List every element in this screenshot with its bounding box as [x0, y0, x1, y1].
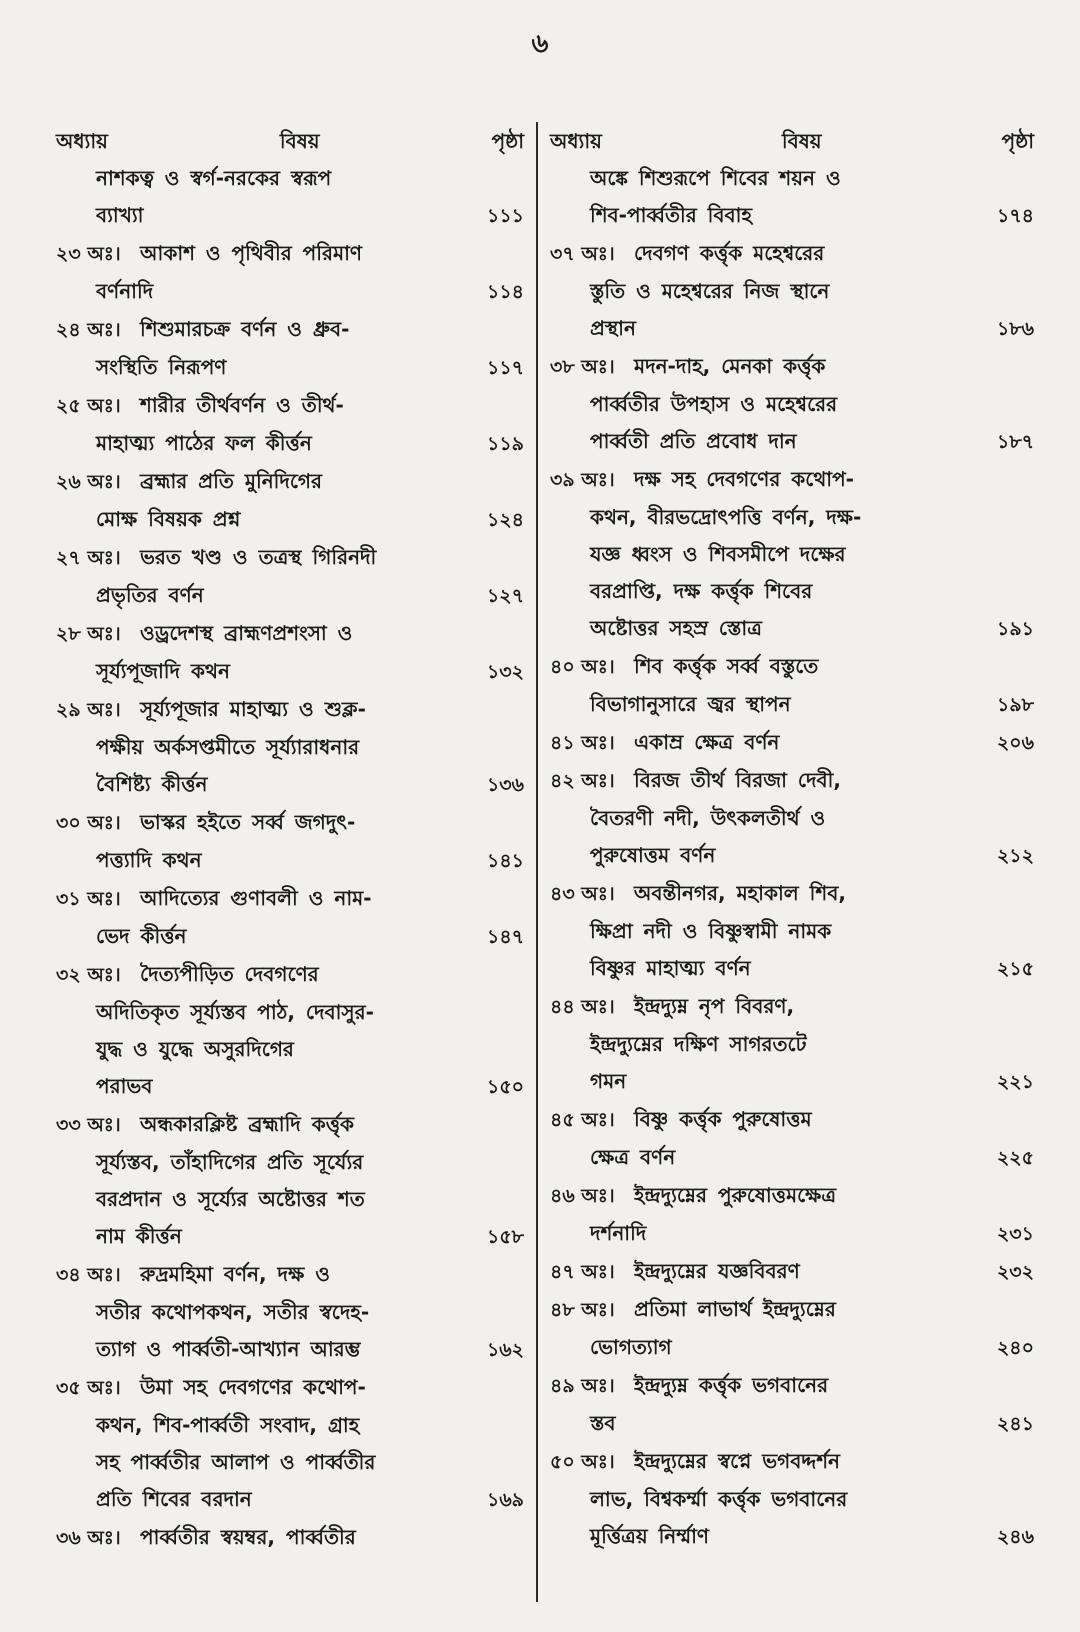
toc-line	[550, 423, 1034, 461]
chapter-number: ৩১ অঃ।	[56, 888, 121, 910]
toc-line	[550, 1291, 1034, 1329]
toc-line	[56, 918, 524, 956]
toc-line	[56, 1407, 524, 1444]
toc-entry	[56, 1519, 524, 1557]
toc-line	[56, 1031, 524, 1068]
toc-line	[56, 1481, 524, 1519]
toc-line	[550, 1518, 1034, 1556]
entry-text: বিষ্ণু কর্ত্তৃক পুরুষোত্তম	[634, 1107, 812, 1131]
entry-text: পক্ষীয় অর্কসপ্তমীতে সূর্য্যারাধনার	[96, 735, 360, 759]
chapter-number: ৩৮ অঃ।	[550, 356, 615, 378]
page-ref: ১৭৪	[996, 205, 1034, 227]
entry-text: প্রস্থান	[590, 316, 636, 340]
toc-line	[550, 160, 1034, 197]
toc-header	[550, 122, 1034, 160]
toc-line	[550, 348, 1034, 386]
entry-text: লাভ, বিশ্বকর্ম্মা কর্ত্তৃক ভগবানের	[590, 1487, 848, 1511]
chapter-number: ২৯ অঃ।	[56, 699, 121, 721]
toc-line	[550, 762, 1034, 800]
toc-entry	[550, 160, 1034, 235]
toc-line	[550, 610, 1034, 648]
toc-line	[550, 800, 1034, 837]
chapter-number: ৩৪ অঃ।	[56, 1264, 121, 1286]
entry-text: বিরজ তীর্থ বিরজা দেবী,	[634, 768, 841, 792]
entry-text: দেবগণ কর্ত্তৃক মহেশ্বরের	[634, 241, 825, 265]
page-ref: ১৩৬	[486, 774, 524, 796]
page-ref: ১৯৮	[997, 694, 1034, 716]
entry-text: পার্ব্বতীর উপহাস ও মহেশ্বরের	[590, 392, 838, 416]
entry-text: ভাস্কর হইতে সর্ব্ব জগদুৎ-	[140, 810, 356, 834]
toc-line	[550, 837, 1034, 875]
entry-text: পরাভব	[96, 1074, 153, 1098]
toc-line	[56, 842, 524, 880]
toc-entry	[56, 1369, 524, 1519]
toc-entry	[56, 1106, 524, 1256]
toc-line	[550, 913, 1034, 950]
page-ref: ১২৪	[486, 509, 524, 531]
toc-entry	[550, 1443, 1034, 1556]
entry-text: ভোগত্যাগ	[590, 1335, 672, 1359]
page-ref: ১৫০	[486, 1076, 524, 1098]
entry-text: ব্যাখ্যা	[96, 203, 144, 227]
entry-text: যজ্ঞ ধ্বংস ও শিবসমীপে দক্ষের	[590, 542, 846, 566]
page-ref: ১৯১	[997, 618, 1034, 640]
toc-line	[550, 1481, 1034, 1518]
toc-line	[56, 1068, 524, 1106]
toc-entry	[56, 1256, 524, 1369]
header-subject: বিষয়	[279, 129, 320, 153]
entry-text: মোক্ষ বিষয়ক প্রশ্ন	[96, 507, 241, 531]
chapter-number: ৩০ অঃ।	[56, 812, 121, 834]
toc-line	[56, 1144, 524, 1181]
toc-line	[56, 197, 524, 235]
entry-text: মাহাত্ম্য পাঠের ফল কীর্ত্তন	[96, 431, 312, 455]
toc-line	[56, 804, 524, 842]
toc-line	[550, 1405, 1034, 1443]
entry-text: ভেদ কীর্ত্তন	[96, 924, 187, 948]
toc-line	[56, 1294, 524, 1331]
toc-header	[56, 122, 524, 160]
toc-line	[550, 1177, 1034, 1215]
entry-text: কথন, শিব-পার্ব্বতী সংবাদ, গ্রাহ	[96, 1413, 360, 1437]
toc-entry	[56, 160, 524, 235]
page-ref: ১৩২	[486, 661, 524, 683]
toc-line	[56, 1106, 524, 1144]
chapter-number: ৪৭ অঃ।	[550, 1261, 615, 1283]
toc-line	[550, 648, 1034, 686]
header-page: পৃষ্ঠা	[491, 129, 524, 153]
page-ref: ১৪১	[487, 850, 524, 872]
toc-line	[56, 1369, 524, 1407]
page-ref: ২২১	[996, 1071, 1034, 1093]
entry-text: ক্ষিপ্রা নদী ও বিষ্ণুস্বামী নামক	[590, 919, 832, 943]
entry-text: দক্ষ সহ দেবগণের কথোপ-	[634, 467, 854, 491]
entry-text: অঙ্কে শিশুরূপে শিবের শয়ন ও	[590, 166, 841, 190]
entry-text: আকাশ ও পৃথিবীর পরিমাণ	[140, 241, 362, 265]
page-ref: ২৪০	[996, 1337, 1034, 1359]
page-ref: ১৬৯	[486, 1489, 524, 1511]
chapter-number: ২৩ অঃ।	[56, 243, 121, 265]
toc-line	[550, 573, 1034, 610]
page-ref: ১২৭	[486, 585, 524, 607]
entry-text: স্তুতি ও মহেশ্বরের নিজ স্থানে	[590, 279, 830, 303]
toc-line	[56, 1218, 524, 1256]
toc-line	[56, 615, 524, 653]
chapter-number: ৪৯ অঃ।	[550, 1375, 615, 1397]
entry-text: ইন্দ্রদ্যুম্ন কর্ত্তৃক ভগবানের	[634, 1373, 829, 1397]
toc-line	[550, 1329, 1034, 1367]
page-ref: ১৪৭	[486, 926, 524, 948]
toc-entry	[56, 463, 524, 539]
entry-text: পার্ব্বতীর স্বয়ম্বর, পার্ব্বতীর	[140, 1525, 356, 1549]
entry-text: দর্শনাদি	[590, 1221, 647, 1245]
toc-line	[56, 577, 524, 615]
toc-line	[56, 273, 524, 311]
chapter-number: ৩২ অঃ।	[56, 964, 121, 986]
toc-line	[56, 425, 524, 463]
chapter-number: ৪৪ অঃ।	[550, 996, 615, 1018]
toc-entry	[550, 461, 1034, 648]
toc-line	[56, 1256, 524, 1294]
entry-text: বরপ্রাপ্তি, দক্ষ কর্ত্তৃক শিবের	[590, 579, 813, 603]
entry-text: ভরত খণ্ড ও তত্রস্থ গিরিনদী	[140, 545, 377, 569]
toc-line	[550, 1026, 1034, 1063]
page-ref: ২১৫	[996, 958, 1034, 980]
toc-line	[56, 766, 524, 804]
toc-line	[56, 235, 524, 273]
page-ref: ১১৪	[487, 281, 524, 303]
toc-line	[550, 499, 1034, 536]
entry-text: শিব-পার্ব্বতীর বিবাহ	[590, 203, 752, 227]
entry-text: ইন্দ্রদ্যুম্নের পুরুষোত্তমক্ষেত্র	[634, 1183, 837, 1207]
entry-text: পার্ব্বতী প্রতি প্রবোধ দান	[590, 429, 797, 453]
chapter-number: ৩৯ অঃ।	[550, 469, 615, 491]
toc-line	[56, 1181, 524, 1218]
entry-text: অন্ধকারক্লিষ্ট ব্রহ্মাদি কর্ত্তৃক	[140, 1112, 355, 1136]
toc-line	[550, 686, 1034, 724]
page-ref: ২৩২	[996, 1261, 1034, 1283]
toc-entry	[56, 880, 524, 956]
entry-text: পুরুষোত্তম বর্ণন	[590, 843, 716, 867]
entry-text: শিশুমারচক্র বর্ণন ও ধ্রুব-	[140, 317, 350, 341]
toc-line	[56, 387, 524, 425]
toc-line	[550, 461, 1034, 499]
header-chapter: অধ্যায়	[550, 129, 602, 153]
header-chapter: অধ্যায়	[56, 129, 108, 153]
entry-text: প্রতি শিবের বরদান	[96, 1487, 252, 1511]
toc-line	[56, 1519, 524, 1557]
chapter-number: ৩৭ অঃ।	[550, 243, 615, 265]
toc-line	[550, 1443, 1034, 1481]
entry-text: অষ্টোত্তর সহস্র স্তোত্র	[590, 616, 762, 640]
entry-text: মদন-দাহ, মেনকা কর্ত্তৃক	[634, 354, 826, 378]
chapter-number: ৪২ অঃ।	[550, 770, 615, 792]
chapter-number: ৫০ অঃ।	[550, 1451, 615, 1473]
chapter-number: ৪১ অঃ।	[550, 732, 615, 754]
toc-line	[550, 1063, 1034, 1101]
toc-entry	[56, 804, 524, 880]
chapter-number: ৪৬ অঃ।	[550, 1185, 615, 1207]
entry-text: অদিতিকৃত সূর্য্যস্তব পাঠ, দেবাসুর-	[96, 1000, 374, 1024]
chapter-number: ৪০ অঃ।	[550, 656, 615, 678]
entry-text: দৈত্যপীড়িত দেবগণের	[140, 962, 319, 986]
entry-text: সতীর কথোপকথন, সতীর স্বদেহ-	[96, 1300, 370, 1324]
header-page: পৃষ্ঠা	[1001, 129, 1034, 153]
page-ref: ২০৬	[996, 732, 1034, 754]
entry-text: কথন, বীরভদ্রোৎপত্তি বর্ণন, দক্ষ-	[590, 505, 862, 529]
chapter-number: ৩৬ অঃ।	[56, 1527, 121, 1549]
entry-text: ক্ষেত্র বর্ণন	[590, 1145, 676, 1169]
page-ref: ২২৫	[996, 1147, 1034, 1169]
chapter-number: ৪৩ অঃ।	[550, 883, 615, 905]
entry-text: সূর্য্যস্তব, তাঁহাদিগের প্রতি সূর্য্যের	[96, 1150, 364, 1174]
entry-text: ত্যাগ ও পার্ব্বতী-আখ্যান আরম্ভ	[96, 1337, 361, 1361]
entry-text: আদিত্যের গুণাবলী ও নাম-	[140, 886, 372, 910]
toc-entry	[550, 235, 1034, 348]
chapter-number: ২৫ অঃ।	[56, 395, 121, 417]
entry-text: প্রভৃতির বর্ণন	[96, 583, 204, 607]
entry-text: বর্ণনাদি	[96, 279, 154, 303]
entry-text: ওড্রদেশস্থ ব্রাহ্মণপ্রশংসা ও	[140, 621, 353, 645]
entry-text: গমন	[590, 1069, 627, 1093]
entry-text: সূর্য্যপূজাদি কথন	[96, 659, 230, 683]
toc-line	[550, 988, 1034, 1026]
entry-text: ব্রহ্মার প্রতি মুনিদিগের	[140, 469, 323, 493]
entry-text: বৈশিষ্ট্য কীর্ত্তন	[96, 772, 208, 796]
toc-line	[550, 197, 1034, 235]
chapter-number: ২৪ অঃ।	[56, 319, 121, 341]
toc-entry	[550, 1177, 1034, 1253]
toc-line	[550, 273, 1034, 310]
toc-entry	[56, 956, 524, 1106]
page-ref: ১৮৬	[996, 318, 1034, 340]
entry-text: বৈতরণী নদী, উৎকলতীর্থ ও	[590, 806, 826, 830]
page-ref: ১৮৭	[996, 431, 1034, 453]
toc-entry	[56, 615, 524, 691]
toc-line	[56, 311, 524, 349]
toc-line	[56, 1331, 524, 1369]
column-divider	[536, 122, 538, 1602]
toc-column-left	[56, 122, 524, 1557]
toc-entry	[56, 387, 524, 463]
chapter-number: ৪৫ অঃ।	[550, 1109, 615, 1131]
page-ref: ১১৯	[487, 433, 524, 455]
entry-text: শিব কর্ত্তৃক সর্ব্ব বস্তুতে	[634, 654, 819, 678]
entry-text: ইন্দ্রদ্যুম্নের যজ্ঞবিবরণ	[634, 1259, 800, 1283]
toc-entry	[56, 539, 524, 615]
page-ref: ১১১	[487, 205, 524, 227]
toc-line	[56, 539, 524, 577]
toc-line	[550, 1101, 1034, 1139]
entry-text: সহ পার্ব্বতীর আলাপ ও পার্ব্বতীর	[96, 1450, 376, 1474]
page-number: ৬	[531, 29, 549, 59]
toc-entry	[550, 724, 1034, 762]
toc-entry	[550, 875, 1034, 988]
toc-line	[550, 1367, 1034, 1405]
chapter-number: ২৭ অঃ।	[56, 547, 121, 569]
toc-entry	[550, 1101, 1034, 1177]
toc-entry	[550, 1291, 1034, 1367]
page-ref: ২১২	[996, 845, 1034, 867]
toc-line	[550, 310, 1034, 348]
toc-entry	[550, 988, 1034, 1101]
page-ref: ১৬২	[486, 1339, 524, 1361]
toc-line	[550, 386, 1034, 423]
entry-text: বিভাগানুসারে জ্বর স্থাপন	[590, 692, 791, 716]
entry-text: পত্ত্যাদি কথন	[96, 848, 202, 872]
toc-line	[550, 950, 1034, 988]
entry-text: নাম কীর্ত্তন	[96, 1224, 182, 1248]
toc-line	[550, 235, 1034, 273]
entry-text: নাশকত্ব ও স্বর্গ-নরকের স্বরূপ	[96, 166, 332, 190]
entry-text: যুদ্ধ ও যুদ্ধে অসুরদিগের	[96, 1037, 294, 1061]
entry-text: অবন্তীনগর, মহাকাল শিব,	[634, 881, 846, 905]
toc-entry	[56, 691, 524, 804]
toc-line	[56, 501, 524, 539]
entry-text: ইন্দ্রদ্যুম্নের দক্ষিণ সাগরতটে	[590, 1032, 807, 1056]
toc-entry	[550, 1253, 1034, 1291]
page-ref: ২৪৬	[996, 1526, 1034, 1548]
entry-text: ইন্দ্রদ্যুম্নের স্বপ্নে ভগবদ্দর্শন	[634, 1449, 840, 1473]
toc-line	[56, 691, 524, 729]
toc-line	[56, 880, 524, 918]
toc-entry	[550, 762, 1034, 875]
entry-text: শারীর তীর্থবর্ণন ও তীর্থ-	[140, 393, 344, 417]
chapter-number: ৪৮ অঃ।	[550, 1299, 615, 1321]
entry-text: উমা সহ দেবগণের কথোপ-	[140, 1375, 366, 1399]
toc-entry	[550, 348, 1034, 461]
toc-line	[56, 349, 524, 387]
toc-line	[56, 463, 524, 501]
toc-line	[56, 160, 524, 197]
toc-entry	[550, 648, 1034, 724]
entry-text: একাম্র ক্ষেত্র বর্ণন	[634, 730, 780, 754]
toc-line	[56, 1444, 524, 1481]
toc-line	[56, 994, 524, 1031]
page-ref: ২৩১	[996, 1223, 1034, 1245]
toc-line	[550, 1215, 1034, 1253]
chapter-number: ৩৫ অঃ।	[56, 1377, 121, 1399]
toc-line	[550, 1139, 1034, 1177]
toc-column-right	[550, 122, 1034, 1556]
toc-line	[550, 536, 1034, 573]
toc-line	[550, 724, 1034, 762]
entry-text: সূর্য্যপূজার মাহাত্ম্য ও শুক্ল-	[140, 697, 366, 721]
toc-entry	[56, 235, 524, 311]
entry-text: প্রতিমা লাভার্থ ইন্দ্রদ্যুম্নের	[634, 1297, 836, 1321]
chapter-number: ২৬ অঃ।	[56, 471, 121, 493]
toc-line	[56, 729, 524, 766]
entry-text: বরপ্রদান ও সূর্য্যের অষ্টোত্তর শত	[96, 1187, 365, 1211]
entry-text: রুদ্রমহিমা বর্ণন, দক্ষ ও	[140, 1262, 330, 1286]
toc-line	[56, 653, 524, 691]
entry-text: মূর্ত্তিত্রয় নির্ম্মাণ	[590, 1524, 709, 1548]
entry-text: বিষ্ণুর মাহাত্ম্য বর্ণন	[590, 956, 751, 980]
toc-entry	[56, 311, 524, 387]
chapter-number: ৩৩ অঃ।	[56, 1114, 121, 1136]
toc-line	[550, 875, 1034, 913]
toc-line	[56, 956, 524, 994]
chapter-number: ২৮ অঃ।	[56, 623, 121, 645]
page-ref: ১৫৮	[487, 1226, 524, 1248]
header-subject: বিষয়	[781, 129, 822, 153]
page-ref: ২৪১	[996, 1413, 1034, 1435]
toc-entry	[550, 1367, 1034, 1443]
entry-text: স্তব	[590, 1411, 616, 1435]
entry-text: ইন্দ্রদ্যুম্ন নৃপ বিবরণ,	[634, 994, 795, 1018]
entry-text: সংস্থিতি নিরূপণ	[96, 355, 227, 379]
page-ref: ১১৭	[486, 357, 524, 379]
toc-line	[550, 1253, 1034, 1291]
